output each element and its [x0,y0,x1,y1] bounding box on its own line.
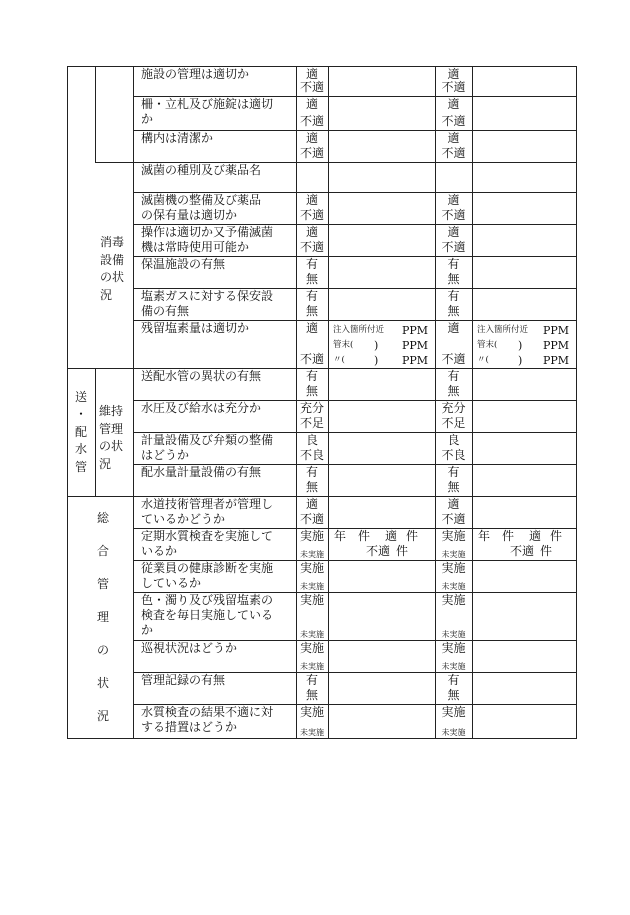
option-upper-1: 適 [305,67,318,81]
option-lower-2: 不適 [441,114,466,128]
option-lower-1: 無 [305,480,318,494]
question-text: 水圧及び給水は充分か [141,401,262,415]
option-upper-2: 実施 [441,641,466,655]
inspection-form-table [67,66,576,738]
question-text: 計量設備及び弁類の整備 [141,433,274,447]
question-text: 滅菌機の整備及び薬品 [141,193,262,207]
option-lower-1: 不足 [299,416,324,430]
count-comment-line1: 件 [406,529,419,543]
section-label-disinfection: 設備 [100,252,125,267]
question-text: 塩素ガスに対する保安設 [141,289,274,303]
option-lower-1: 無 [305,688,318,702]
option-upper-2: 充分 [441,401,466,415]
residual-unit: PPM [543,324,570,337]
option-upper-2: 適 [447,497,460,511]
question-text: 巡視状況はどうか [141,641,238,655]
count-comment-line1: 件 [502,529,515,543]
question-text: 保温施設の有無 [141,257,226,271]
option-upper-2: 実施 [441,705,466,719]
residual-place-1: 管末( [333,340,354,350]
option-lower-1: 不適 [299,240,324,254]
option-upper-2: 良 [447,433,460,447]
option-lower-1: 未実施 [300,630,324,639]
question-text: 定期水質検査を実施して [141,529,274,543]
option-lower-1: 未実施 [300,582,324,591]
count-comment-line1: 適 [529,529,542,543]
rule-vertical [472,66,473,738]
option-lower-1: 無 [305,384,318,398]
rule-vertical [133,66,134,738]
question-text: 検査を毎日実施している [141,608,274,622]
residual-unit: PPM [402,324,429,337]
rule-vertical [328,66,329,738]
option-upper-2: 適 [447,193,460,207]
option-upper-1: 有 [305,673,318,687]
section-label-overall: 況 [96,708,109,723]
residual-place-2: 〃( [477,355,489,365]
count-comment-line1: 年 [334,529,347,543]
option-upper-2: 有 [447,465,460,479]
question-text: 備の有無 [141,304,190,318]
option-lower-2: 無 [447,688,460,702]
section-label-maintenance: 管理 [99,421,124,436]
section-label-maintenance: 況 [99,456,112,471]
option-lower-1: 不適 [299,114,324,128]
section-label-disinfection: 況 [100,287,113,302]
option-lower-2: 未実施 [441,728,466,737]
option-upper-2: 有 [447,673,460,687]
option-upper-1: 充分 [299,401,324,415]
option-upper-2: 適 [447,225,460,239]
option-lower-2: 不適 [441,352,466,366]
option-lower-2: 不適 [441,146,466,160]
count-comment-line2: 件 [540,544,553,558]
question-text: はどうか [141,448,190,462]
residual-place-2: 注入箇所付近 [477,325,529,335]
section-label-overall: 管 [96,576,109,591]
option-lower-1: 無 [305,272,318,286]
option-upper-1: 適 [305,497,318,511]
option-lower-2: 無 [447,304,460,318]
question-text: 柵・立札及び施錠は適切 [141,97,274,111]
option-lower-1: 無 [305,304,318,318]
option-upper-2: 実施 [441,529,466,543]
residual-place-1: 〃( [333,355,345,365]
question-text: 機は常時使用可能か [141,240,250,254]
residual-place-1: 注入箇所付近 [333,325,385,335]
section-label-maintenance: の状 [99,439,124,453]
option-upper-1: 実施 [299,561,324,575]
question-text: しているか [141,576,202,590]
option-lower-1: 未実施 [300,728,324,737]
count-comment-line2: 不適 [510,544,535,558]
question-text: 色・濁り及び残留塩素の [141,593,274,607]
count-comment-line2: 件 [396,544,409,558]
option-lower-2: 不適 [441,208,466,222]
option-lower-1: 不良 [299,448,324,462]
residual-place-2: 管末( [477,340,498,350]
option-lower-1: 不適 [299,146,324,160]
question-text: 操作は適切か又予備滅菌 [141,225,274,239]
option-lower-2: 無 [447,480,460,494]
option-upper-1: 適 [305,193,318,207]
option-upper-2: 実施 [441,561,466,575]
option-lower-1: 不適 [299,512,324,526]
count-comment-line1: 年 [478,529,491,543]
option-lower-2: 無 [447,384,460,398]
section-label-overall: 理 [96,609,109,624]
question-text: 構内は清潔か [141,131,214,145]
section-label-overall: の [96,642,109,657]
option-lower-1: 不適 [299,80,324,94]
option-lower-2: 不良 [441,448,466,462]
section-label-distribution-outer: ・ [74,407,87,421]
count-comment-line1: 件 [358,529,371,543]
option-upper-1: 実施 [299,593,324,607]
option-upper-1: 有 [305,369,318,383]
option-lower-2: 未実施 [441,630,466,639]
option-upper-1: 適 [305,131,318,145]
question-text: か [141,623,154,637]
option-upper-1: 実施 [299,705,324,719]
option-upper-2: 有 [447,289,460,303]
question-text: か [141,112,154,126]
option-upper-2: 実施 [441,593,466,607]
question-text: 滅菌の種別及び薬品名 [141,163,262,177]
option-upper-2: 適 [447,321,460,335]
option-upper-1: 有 [305,289,318,303]
question-text: 施設の管理は適切か [141,67,250,81]
option-lower-1: 不適 [299,352,324,366]
count-comment-line1: 件 [550,529,563,543]
option-upper-1: 有 [305,257,318,271]
question-text: 配水量計量設備の有無 [141,465,262,479]
option-lower-2: 不足 [441,416,466,430]
question-text: の保有量は適切か [141,208,238,222]
section-label-distribution-outer: 管 [74,459,87,474]
option-lower-2: 無 [447,272,460,286]
count-comment-line2: 不適 [366,544,391,558]
residual-unit: PPM [543,339,570,352]
option-upper-1: 良 [305,433,318,447]
section-label-overall: 合 [96,543,109,558]
option-lower-2: 不適 [441,240,466,254]
option-upper-2: 適 [447,97,460,111]
option-upper-2: 有 [447,257,460,271]
residual-close-paren: ) [518,354,523,367]
option-upper-1: 適 [305,321,318,335]
residual-close-paren: ) [374,354,379,367]
residual-unit: PPM [402,354,429,367]
residual-close-paren: ) [518,339,523,352]
option-upper-1: 適 [305,225,318,239]
section-label-overall: 総 [96,510,109,525]
option-lower-1: 未実施 [300,662,324,671]
count-comment-line1: 適 [385,529,398,543]
question-text: する措置はどうか [141,720,238,734]
section-label-maintenance: 維持 [99,404,124,418]
option-lower-2: 未実施 [441,662,466,671]
section-label-disinfection: 消毒 [100,235,125,249]
option-lower-1: 不適 [299,208,324,222]
section-label-overall: 状 [96,675,109,690]
option-upper-2: 適 [447,67,460,81]
question-text: 従業員の健康診断を実施 [141,561,274,575]
section-label-distribution-outer: 送 [74,389,87,404]
rule-vertical [576,66,577,738]
option-lower-2: 不適 [441,80,466,94]
option-upper-2: 適 [447,131,460,145]
residual-unit: PPM [402,339,429,352]
option-upper-2: 有 [447,369,460,383]
question-text: ているかどうか [141,512,226,526]
question-text: 水質検査の結果不適に対 [141,705,274,719]
option-upper-1: 有 [305,465,318,479]
question-text: 管理記録の有無 [141,673,226,687]
section-label-distribution-outer: 水 [74,442,87,456]
residual-unit: PPM [543,354,570,367]
option-lower-1: 未実施 [300,550,324,559]
question-text: いるか [141,544,178,558]
option-upper-1: 実施 [299,641,324,655]
section-label-disinfection: の状 [100,270,125,284]
option-lower-2: 不適 [441,512,466,526]
question-text: 残留塩素量は適切か [141,321,250,335]
option-lower-2: 未実施 [441,582,466,591]
rule-vertical [95,66,96,162]
option-lower-2: 未実施 [441,550,466,559]
residual-close-paren: ) [374,339,379,352]
section-label-distribution-outer: 配 [74,424,87,439]
option-upper-1: 適 [305,97,318,111]
question-text: 送配水管の異状の有無 [141,369,262,383]
option-upper-1: 実施 [299,529,324,543]
question-text: 水道技術管理者が管理し [141,497,274,511]
